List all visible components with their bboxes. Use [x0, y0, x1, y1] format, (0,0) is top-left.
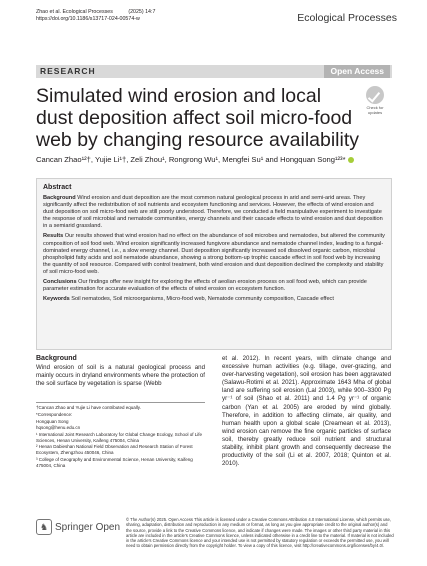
results-label: Results: [43, 233, 64, 240]
article-title: Simulated wind erosion and local dust deposition affect soil micro-food web by changing resource availability: [36, 85, 360, 151]
check-updates-label: Check for updates: [366, 105, 384, 115]
publisher-name: Springer Open: [55, 521, 121, 533]
abstract-results: [43, 233, 385, 276]
footnotes: [36, 402, 205, 470]
abstract-heading: Abstract: [43, 184, 72, 191]
abstract-conclusions: [43, 279, 385, 293]
body-column-right: [222, 355, 391, 468]
footnote-email[interactable]: hqsong@henu.edu.cn: [36, 424, 81, 430]
conclusions-label: Conclusions: [43, 279, 77, 286]
footnote-corresponding-author: Hongquan Song: [36, 418, 69, 424]
footnote-affiliation-3: ³ College of Geography and Environmental Science, Henan University, Kaifeng 475004, China: [36, 457, 193, 469]
body-text-right: et al. 2012). In recent years, with climate change and excessive human activities (e.g. tillage, over-grazing, and over-harvesting vegetation), soil erosion has been aggravated (Salawu-Rotimi et al. 2021). Approximate 1643 Mha of global land are suffering soil erosion (Lal 2003), while 900–3300 Pg yr⁻¹ of soil (Shao et al. 2011) and 1.4 Pg yr⁻¹ of organic carbon (Yan et al. 2005) are eroded by wind globally. Therefore, in addition to affecting climate, air quality, and human health upon a global scale (Creamean et al. 2013), wind erosion can remove the fine organic particles of surface soil, thereby greatly reduce soil nutrient and structural stability, inhibit plant growth and consequently decrease the productivity of the soil (Li et al. 2007, 2018; Quinton et al. 2010).: [222, 355, 391, 468]
footnote-affiliation-2: ² Henan Dabieshan National Field Observation and Research Station of Forest Ecosystem, Zhengzhou 450046, China: [36, 444, 193, 456]
footnote-equal-contribution: †Cancan Zhao and Yujie Li have contributed equally.: [36, 405, 141, 410]
footnote-correspondence: *Correspondence:: [36, 411, 73, 417]
citation-volume: (2025) 14:7: [128, 9, 156, 15]
doi-link[interactable]: https://doi.org/10.1186/s13717-024-00574-w: [36, 16, 140, 23]
body-column-left: [36, 355, 205, 388]
citation-authors: Zhao et al. Ecological Processes: [36, 9, 113, 15]
background-text: Wind erosion and dust deposition are the most common natural geological process in arid and semi-arid areas. They significantly affect the redistribution of soil nutrients and ecosystem functioning and services. However, the effects of wind erosion and dust deposition on soil micro-food web are still poorly understood. Therefore, we conducted a field manipulative experiment to investigate the response of soil microbial and nematode communities, energy channels and their cascade effects to wind erosion and dust deposition in a semiarid grassland.: [43, 195, 383, 230]
body-text-left: Wind erosion of soil is a natural geological process and mainly occurs in dryland environments where the protection of the soil surface by vegetation is sparse (Webb: [36, 364, 205, 388]
conclusions-text: Our findings offer new insight for exploring the effects of aeolian erosion process on soil food web, which can provide parameter estimation for accurate evaluation of the effects of wind erosion on ecosystem function.: [43, 279, 367, 293]
check-for-updates-button[interactable]: [362, 86, 388, 115]
keywords-text: Soil nematodes, Soil microorganisms, Micro-food web, Nematode community composition, Cascade effect: [71, 296, 334, 303]
results-text: Our results showed that wind erosion had no effect on the abundance of soil microbes and nematodes, but altered the community composition of soil food web. Wind erosion significantly increased fungivore abundance and nematode channel index, leading to a fungal-dominated energy channel, i.e., a slow energy channel. Dust deposition significantly increased soil dissolved organic carbon, microbial phospholipid fatty acids and soil nematode abundance, showing a strong bottom-up trophic cascade effect in soil food web by increasing the quantity of soil resource. Compared with control treatment, both wind erosion and dust deposition declined the complexity and stability of soil micro-food web.: [43, 233, 385, 275]
springer-horse-icon: ♞: [36, 519, 52, 535]
authors-text: Cancan Zhao¹²†, Yujie Li¹†, Zeli Zhou¹, Rongrong Wu¹, Mengfei Su¹ and Hongquan Song¹²³*: [36, 155, 346, 164]
footnote-affiliation-1: ¹ International Joint Research Laboratory for Global Change Ecology, School of Life Sciences, Henan University, Kaifeng 475004, China: [36, 431, 203, 443]
open-access-badge: Open Access: [324, 65, 390, 78]
section-heading: Background: [36, 355, 77, 362]
research-label: RESEARCH: [40, 66, 96, 76]
keywords-label: Keywords: [43, 296, 70, 303]
journal-name: Ecological Processes: [297, 12, 397, 24]
author-list: [36, 155, 354, 164]
publisher-logo: [36, 519, 120, 535]
abstract-background: [43, 195, 385, 230]
license-statement: © The Author(s) 2025. Open Access This article is licensed under a Creative Commons Attribution 4.0 International License, which permits use, sharing, adaptation, distribution and reproduction in any medium or format, as long as you give appropriate credit to the original author(s) and the source, provide a link to the Creative Commons licence, and indicate if changes were made. The images or other third party material in this article are included in the article's Creative Commons licence, unless indicated otherwise in a credit line to the material. If material is not included in the article's Creative Commons licence and your intended use is not permitted by statutory regulation or exceeds the permitted use, you will need to obtain permission directly from the copyright holder. To view a copy of this licence, visit http://creativecommons.org/licenses/by/4.0/.: [126, 517, 394, 549]
checkmark-icon: [366, 86, 384, 104]
background-label: Background: [43, 195, 76, 201]
abstract-keywords: [43, 296, 385, 303]
orcid-icon[interactable]: [348, 157, 354, 163]
article-citation: [36, 9, 169, 23]
article-type-banner: [36, 65, 392, 78]
abstract-box: [36, 178, 392, 350]
